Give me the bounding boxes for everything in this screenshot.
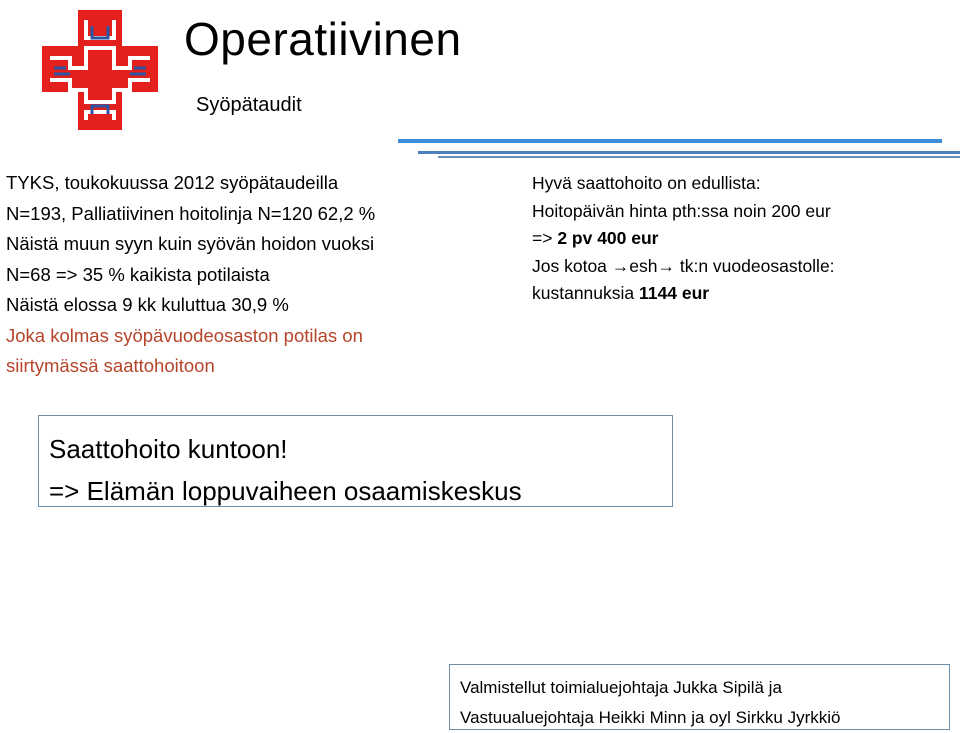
divider-line bbox=[398, 139, 942, 143]
text-line: TYKS, toukokuussa 2012 syöpätaudeilla bbox=[6, 172, 339, 193]
text-line: N=68 => 35 % kaikista potilaista bbox=[6, 263, 270, 285]
key-message-box bbox=[38, 415, 673, 507]
message-line: Saattohoito kuntoon! bbox=[49, 434, 288, 464]
cost-highlight: 1144 eur bbox=[639, 283, 710, 303]
text-line bbox=[532, 253, 952, 281]
text-line: Hyvä saattohoito on edullista: bbox=[532, 173, 761, 193]
page-title: Operatiivinen bbox=[184, 13, 462, 65]
text-line: N=193, Palliatiivinen hoitolinja N=120 62,2 % bbox=[6, 202, 376, 224]
red-cross-logo-icon bbox=[40, 8, 160, 132]
cost-highlight: 2 pv 400 eur bbox=[557, 228, 659, 248]
arrow-right-icon: → bbox=[657, 255, 675, 276]
text-line bbox=[532, 280, 952, 308]
text-line bbox=[532, 225, 952, 253]
text-line: Näistä elossa 9 kk kuluttua 30,9 % bbox=[6, 294, 289, 315]
highlight-text-line: Joka kolmas syöpävuodeosaston potilas on bbox=[6, 324, 363, 346]
message-line: => Elämän loppuvaiheen osaamiskeskus bbox=[49, 476, 522, 506]
divider-line bbox=[438, 156, 960, 158]
credits-box bbox=[449, 664, 950, 730]
divider-line bbox=[418, 151, 960, 154]
statistics-text-block bbox=[6, 168, 506, 382]
text-line: Näistä muun syyn kuin syövän hoidon vuoksi bbox=[6, 233, 375, 254]
credits-line: Vastuualuejohtaja Heikki Minn ja oyl Sirkku Jyrkkiö bbox=[460, 708, 841, 727]
text-prefix: => bbox=[532, 228, 558, 248]
credits-line: Valmistellut toimialuejohtaja Jukka Sipilä ja bbox=[460, 678, 782, 697]
text-segment: Jos kotoa bbox=[532, 255, 612, 276]
text-prefix: kustannuksia bbox=[532, 283, 640, 303]
page-subtitle: Syöpätaudit bbox=[196, 94, 302, 116]
text-segment: tk:n vuodeosastolle: bbox=[675, 255, 835, 276]
cost-text-block bbox=[532, 170, 952, 308]
arrow-right-icon: → bbox=[611, 255, 630, 276]
text-segment: esh bbox=[629, 255, 658, 276]
highlight-text-line: siirtymässä saattohoitoon bbox=[6, 355, 215, 376]
text-line: Hoitopäivän hinta pth:ssa noin 200 eur bbox=[532, 200, 831, 221]
